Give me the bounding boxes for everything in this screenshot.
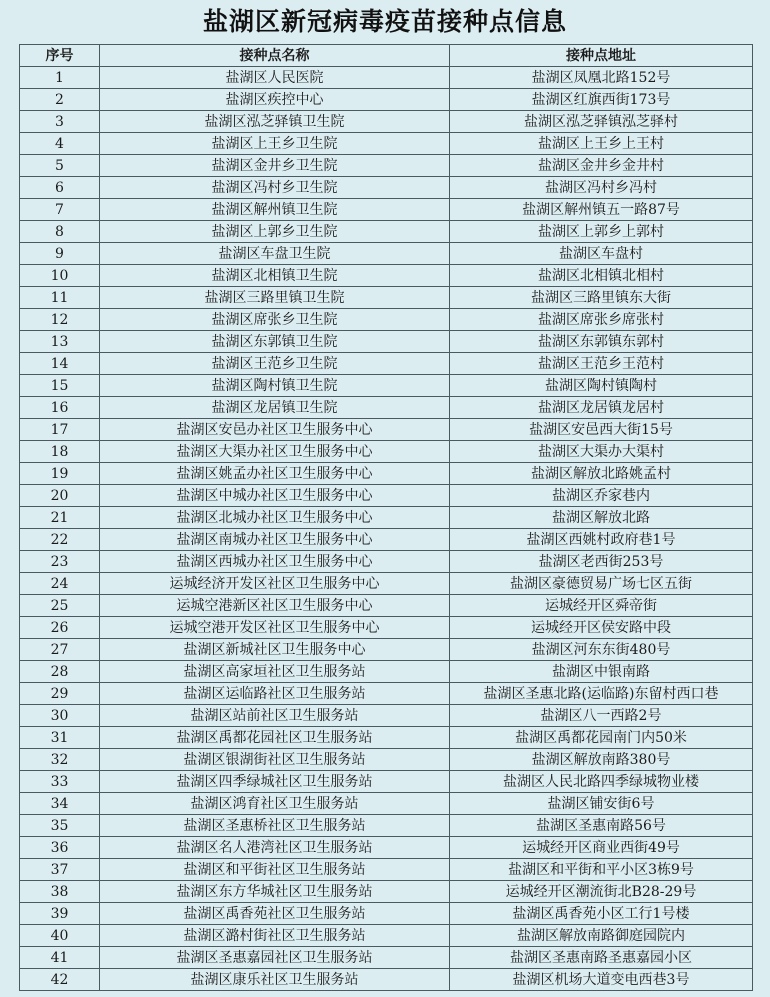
row-site-address: 盐湖区圣惠南路56号	[450, 815, 753, 837]
row-site-name: 盐湖区新城社区卫生服务中心	[100, 639, 450, 661]
row-site-name: 运城空港开发区社区卫生服务中心	[100, 617, 450, 639]
table-row	[20, 309, 753, 331]
row-site-name: 盐湖区冯村乡卫生院	[100, 177, 450, 199]
row-site-address: 盐湖区人民北路四季绿城物业楼	[450, 771, 753, 793]
row-site-name: 盐湖区运临路社区卫生服务站	[100, 683, 450, 705]
row-serial-number: 25	[20, 595, 100, 617]
row-site-name: 盐湖区金井乡卫生院	[100, 155, 450, 177]
row-site-name: 盐湖区车盘卫生院	[100, 243, 450, 265]
row-site-name: 运城空港新区社区卫生服务中心	[100, 595, 450, 617]
table-row	[20, 947, 753, 969]
table-row	[20, 969, 753, 991]
table-row	[20, 353, 753, 375]
row-serial-number: 6	[20, 177, 100, 199]
table-row	[20, 859, 753, 881]
row-serial-number: 42	[20, 969, 100, 991]
row-serial-number: 7	[20, 199, 100, 221]
row-site-name: 盐湖区人民医院	[100, 67, 450, 89]
row-site-address: 盐湖区上郭乡上郭村	[450, 221, 753, 243]
row-serial-number: 12	[20, 309, 100, 331]
table-row	[20, 111, 753, 133]
row-serial-number: 3	[20, 111, 100, 133]
table-row	[20, 441, 753, 463]
row-site-name: 盐湖区安邑办社区卫生服务中心	[100, 419, 450, 441]
row-site-name: 盐湖区三路里镇卫生院	[100, 287, 450, 309]
row-serial-number: 10	[20, 265, 100, 287]
table-row	[20, 199, 753, 221]
table-row	[20, 903, 753, 925]
table-row	[20, 727, 753, 749]
row-site-address: 盐湖区禹香苑小区工行1号楼	[450, 903, 753, 925]
row-site-address: 盐湖区龙居镇龙居村	[450, 397, 753, 419]
row-serial-number: 39	[20, 903, 100, 925]
table-row	[20, 529, 753, 551]
table-row	[20, 221, 753, 243]
row-site-name: 盐湖区银湖街社区卫生服务站	[100, 749, 450, 771]
row-site-name: 盐湖区西城办社区卫生服务中心	[100, 551, 450, 573]
row-site-address: 运城经开区商业西街49号	[450, 837, 753, 859]
row-serial-number: 27	[20, 639, 100, 661]
row-site-name: 盐湖区高家垣社区卫生服务站	[100, 661, 450, 683]
row-site-address: 盐湖区上王乡上王村	[450, 133, 753, 155]
row-site-name: 盐湖区陶村镇卫生院	[100, 375, 450, 397]
row-serial-number: 13	[20, 331, 100, 353]
row-site-address: 盐湖区凤凰北路152号	[450, 67, 753, 89]
row-serial-number: 1	[20, 67, 100, 89]
row-site-name: 盐湖区和平街社区卫生服务站	[100, 859, 450, 881]
table-row	[20, 749, 753, 771]
row-site-name: 盐湖区名人港湾社区卫生服务站	[100, 837, 450, 859]
row-serial-number: 18	[20, 441, 100, 463]
table-row	[20, 837, 753, 859]
row-site-address: 盐湖区陶村镇陶村	[450, 375, 753, 397]
row-site-name: 盐湖区中城办社区卫生服务中心	[100, 485, 450, 507]
row-serial-number: 2	[20, 89, 100, 111]
row-site-name: 盐湖区姚孟办社区卫生服务中心	[100, 463, 450, 485]
table-row	[20, 243, 753, 265]
row-site-address: 盐湖区豪德贸易广场七区五街	[450, 573, 753, 595]
row-site-address: 盐湖区金井乡金井村	[450, 155, 753, 177]
row-serial-number: 36	[20, 837, 100, 859]
page-title: 盐湖区新冠病毒疫苗接种点信息	[202, 7, 567, 36]
row-serial-number: 22	[20, 529, 100, 551]
table-row	[20, 331, 753, 353]
row-site-name: 盐湖区疾控中心	[100, 89, 450, 111]
row-serial-number: 4	[20, 133, 100, 155]
row-site-address: 盐湖区东郭镇东郭村	[450, 331, 753, 353]
table-header-row	[20, 45, 753, 67]
row-serial-number: 19	[20, 463, 100, 485]
header-serial-number: 序号	[20, 45, 100, 67]
row-site-name: 盐湖区东方华城社区卫生服务站	[100, 881, 450, 903]
row-site-address: 盐湖区乔家巷内	[450, 485, 753, 507]
row-site-name: 盐湖区北相镇卫生院	[100, 265, 450, 287]
table-row	[20, 177, 753, 199]
table-row	[20, 463, 753, 485]
row-serial-number: 30	[20, 705, 100, 727]
table-row	[20, 881, 753, 903]
table-row	[20, 133, 753, 155]
row-site-address: 盐湖区禹都花园南门内50米	[450, 727, 753, 749]
table-row	[20, 683, 753, 705]
row-site-name: 运城经济开发区社区卫生服务中心	[100, 573, 450, 595]
table-row	[20, 573, 753, 595]
row-site-address: 运城经开区舜帝街	[450, 595, 753, 617]
row-site-address: 盐湖区车盘村	[450, 243, 753, 265]
table-row	[20, 925, 753, 947]
table-row	[20, 705, 753, 727]
row-serial-number: 37	[20, 859, 100, 881]
row-site-name: 盐湖区鸿育社区卫生服务站	[100, 793, 450, 815]
row-site-address: 盐湖区大渠办大渠村	[450, 441, 753, 463]
row-serial-number: 14	[20, 353, 100, 375]
row-site-name: 盐湖区站前社区卫生服务站	[100, 705, 450, 727]
row-serial-number: 21	[20, 507, 100, 529]
row-serial-number: 38	[20, 881, 100, 903]
row-site-address: 盐湖区解放南路380号	[450, 749, 753, 771]
row-serial-number: 26	[20, 617, 100, 639]
row-site-address: 盐湖区席张乡席张村	[450, 309, 753, 331]
row-site-name: 盐湖区泓芝驿镇卫生院	[100, 111, 450, 133]
table-row	[20, 419, 753, 441]
table-row	[20, 793, 753, 815]
row-serial-number: 16	[20, 397, 100, 419]
table-row	[20, 89, 753, 111]
table-row	[20, 639, 753, 661]
row-site-name: 盐湖区王范乡卫生院	[100, 353, 450, 375]
row-site-address: 盐湖区西姚村政府巷1号	[450, 529, 753, 551]
row-site-name: 盐湖区禹香苑社区卫生服务站	[100, 903, 450, 925]
row-site-name: 盐湖区龙居镇卫生院	[100, 397, 450, 419]
row-serial-number: 31	[20, 727, 100, 749]
row-serial-number: 17	[20, 419, 100, 441]
row-site-address: 运城经开区侯安路中段	[450, 617, 753, 639]
row-site-address: 盐湖区解放南路御庭园院内	[450, 925, 753, 947]
row-serial-number: 20	[20, 485, 100, 507]
row-site-name: 盐湖区大渠办社区卫生服务中心	[100, 441, 450, 463]
row-site-name: 盐湖区南城办社区卫生服务中心	[100, 529, 450, 551]
row-site-name: 盐湖区上郭乡卫生院	[100, 221, 450, 243]
row-serial-number: 15	[20, 375, 100, 397]
table-row	[20, 595, 753, 617]
header-site-name: 接种点名称	[100, 45, 450, 67]
row-site-address: 盐湖区中银南路	[450, 661, 753, 683]
row-site-address: 盐湖区三路里镇东大街	[450, 287, 753, 309]
row-serial-number: 28	[20, 661, 100, 683]
table-row	[20, 771, 753, 793]
row-site-name: 盐湖区席张乡卫生院	[100, 309, 450, 331]
table-row	[20, 375, 753, 397]
row-site-name: 盐湖区康乐社区卫生服务站	[100, 969, 450, 991]
row-serial-number: 32	[20, 749, 100, 771]
row-serial-number: 33	[20, 771, 100, 793]
row-site-address: 盐湖区王范乡王范村	[450, 353, 753, 375]
row-site-address: 盐湖区八一西路2号	[450, 705, 753, 727]
row-site-name: 盐湖区北城办社区卫生服务中心	[100, 507, 450, 529]
table-row	[20, 551, 753, 573]
row-site-name: 盐湖区圣惠嘉园社区卫生服务站	[100, 947, 450, 969]
row-site-name: 盐湖区圣惠桥社区卫生服务站	[100, 815, 450, 837]
table-row	[20, 287, 753, 309]
row-serial-number: 41	[20, 947, 100, 969]
row-serial-number: 40	[20, 925, 100, 947]
row-site-address: 盐湖区圣惠北路(运临路)东留村西口巷	[450, 683, 753, 705]
row-serial-number: 34	[20, 793, 100, 815]
row-serial-number: 11	[20, 287, 100, 309]
row-site-name: 盐湖区潞村街社区卫生服务站	[100, 925, 450, 947]
row-serial-number: 29	[20, 683, 100, 705]
row-site-name: 盐湖区禹都花园社区卫生服务站	[100, 727, 450, 749]
row-site-address: 盐湖区河东东街480号	[450, 639, 753, 661]
row-site-name: 盐湖区上王乡卫生院	[100, 133, 450, 155]
table-row	[20, 617, 753, 639]
table-row	[20, 265, 753, 287]
vaccination-sites-table	[19, 44, 753, 991]
row-site-address: 盐湖区北相镇北相村	[450, 265, 753, 287]
row-site-address: 盐湖区解放北路	[450, 507, 753, 529]
row-site-address: 盐湖区解州镇五一路87号	[450, 199, 753, 221]
row-site-address: 盐湖区红旗西街173号	[450, 89, 753, 111]
table-row	[20, 815, 753, 837]
row-site-address: 盐湖区圣惠南路圣惠嘉园小区	[450, 947, 753, 969]
row-site-address: 盐湖区老西街253号	[450, 551, 753, 573]
row-serial-number: 9	[20, 243, 100, 265]
row-site-name: 盐湖区四季绿城社区卫生服务站	[100, 771, 450, 793]
row-site-address: 盐湖区机场大道变电西巷3号	[450, 969, 753, 991]
row-site-address: 盐湖区泓芝驿镇泓芝驿村	[450, 111, 753, 133]
row-serial-number: 5	[20, 155, 100, 177]
row-site-name: 盐湖区解州镇卫生院	[100, 199, 450, 221]
row-serial-number: 8	[20, 221, 100, 243]
row-site-address: 盐湖区和平街和平小区3栋9号	[450, 859, 753, 881]
row-site-name: 盐湖区东郭镇卫生院	[100, 331, 450, 353]
table-row	[20, 507, 753, 529]
table-row	[20, 155, 753, 177]
row-site-address: 盐湖区冯村乡冯村	[450, 177, 753, 199]
header-site-address: 接种点地址	[450, 45, 753, 67]
table-row	[20, 397, 753, 419]
table-row	[20, 661, 753, 683]
table-body	[20, 67, 753, 991]
row-serial-number: 35	[20, 815, 100, 837]
row-serial-number: 23	[20, 551, 100, 573]
row-site-address: 盐湖区安邑西大街15号	[450, 419, 753, 441]
table-row	[20, 67, 753, 89]
row-site-address: 盐湖区解放北路姚孟村	[450, 463, 753, 485]
row-site-address: 运城经开区潮流街北B28-29号	[450, 881, 753, 903]
row-site-address: 盐湖区铺安街6号	[450, 793, 753, 815]
row-serial-number: 24	[20, 573, 100, 595]
table-row	[20, 485, 753, 507]
